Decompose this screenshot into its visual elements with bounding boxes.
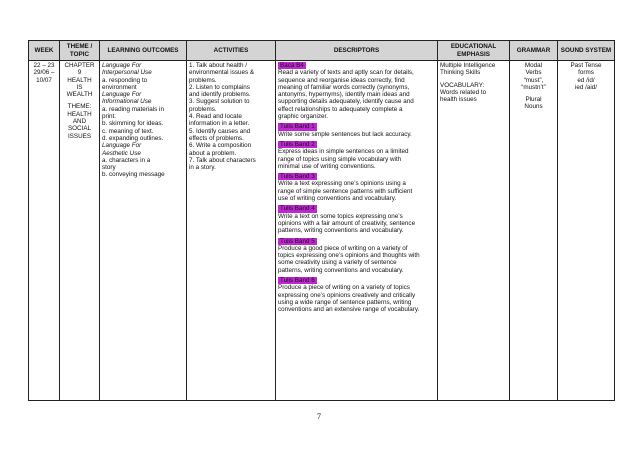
cell-line: SOCIAL [67,125,92,133]
descriptor-line: antonyms, hypernyms), identify main ideas and [278,91,410,99]
band-label: Baca B4 [280,62,304,69]
header-grammar: GRAMMAR [510,41,558,61]
cell-line: and identify problems. [189,91,251,99]
learning-outcome-line: Language For [102,62,142,69]
cell-line: HEALTH [67,76,92,84]
cell-line: Words related to [440,88,487,96]
learning-outcome-line: Informational Use [102,98,152,106]
learning-outcome-line: story [102,164,116,172]
descriptor-line: graphic organizer. [278,113,329,121]
educational-emphasis-cell [438,61,510,401]
cell-line: 5. Identify causes and [189,127,251,135]
cell-line: problems. [189,76,217,84]
cell-line: 3. Suggest solution to [189,98,250,106]
band-label: Tulis Band 2 [280,140,315,148]
cell-line: Verbs [525,69,542,77]
cell-line: forms [578,69,594,77]
cell-line: 6. Write a composition [189,142,252,150]
cell-line: “must”, [523,76,544,84]
descriptor-line: Produce a piece of writing on a variety of topics [278,284,410,292]
descriptor-line: minimal use of writing conventions. [278,162,376,170]
band-label: Tulis Band 5 [280,237,315,245]
header-activities: ACTIVITIES [187,41,276,61]
cell-line: Thinking Skills [440,69,481,77]
cell-line: Past Tense [570,62,602,69]
descriptor-line: conventions and an extensive range of vocabulary. [278,306,420,314]
cell-line: problems. [189,105,217,113]
descriptor-line: range of topics using simple vocabulary with [278,155,402,163]
learning-outcome-line: Aesthetic Use [102,149,141,157]
header-week: WEEK [29,41,60,61]
cell-line: 1. Talk about health / [189,62,247,69]
descriptor-line: Write some simple sentences but lack accuracy. [278,130,412,138]
cell-line: effects of problems. [189,134,244,142]
cell-line: information in a letter. [189,120,250,128]
learning-outcome-line: print. [102,113,116,121]
descriptor-line: Read a variety of texts and aptly scan for details, [278,69,414,77]
descriptor-line: effect relationships to adequately complete a [278,105,403,113]
cell-line: environmental issues & [189,69,255,77]
learning-outcome-line: a. responding to [102,76,148,84]
descriptor-line: meaning of familiar words correctly (synonyms, [278,83,410,91]
descriptor-line: using a wide range of sentence patterns, writing [278,298,412,306]
cell-line: 7. Talk about characters [189,156,256,164]
cell-line: Multiple Intelligence [440,62,496,69]
descriptor-line: patterns, writing conventions and vocabulary. [278,227,404,235]
learning-outcome-line: a. reading materials in [102,105,164,113]
cell-line: HEALTH [67,110,92,118]
descriptor-line: patterns, writing conventions and vocabulary. [278,266,404,274]
descriptors-cell [276,61,438,401]
cell-line: WEALTH [66,91,93,99]
descriptor-line: Write a text expressing one’s opinions using a [278,180,406,188]
cell-line: about a problem. [189,149,237,157]
cell-line: IS [76,83,83,91]
band-label: Tulis Band 3 [280,173,315,181]
learning-outcome-line: d. expanding outlines. [102,134,164,142]
cell-line: Modal [524,62,543,69]
cell-line: CHAPTER [64,62,95,69]
learning-outcomes-cell [100,61,187,401]
learning-outcome-line: Interpersonal Use [102,69,152,77]
cell-line: AND [72,118,87,126]
cell-line: “mustn’t” [521,83,546,91]
header-sound-system: SOUND SYSTEM [558,41,615,61]
header-educational-emphasis: EDUCATIONAL EMPHASIS [438,41,510,61]
cell-line: ISSUES [67,132,92,140]
learning-outcome-line: Language For [102,91,142,99]
activities-cell [187,61,276,401]
week-cell [29,61,60,401]
band-label: Tulis Band 1 [280,123,315,131]
header-learning-outcomes: LEARNING OUTCOMES [100,41,187,61]
descriptor-line: range of simple sentence patterns with sufficient [278,187,413,195]
cell-line: ed /id/ [577,76,595,84]
descriptor-line: use of writing conventions and vocabulary. [278,195,397,203]
descriptor-line: supporting details adequately, identify cause and [278,98,414,106]
page-number: 7 [317,412,321,421]
theme-topic-cell [60,61,100,401]
descriptor-line: Produce a good piece of writing on a variety of [278,244,408,252]
cell-line: VOCABULARY: [440,81,485,89]
learning-outcome-line: environment [102,83,137,91]
descriptor-line: sequence and reorganise ideas correctly, find [278,76,405,84]
learning-outcome-line: b. conveying message [102,171,165,179]
sound-system-cell [558,61,615,401]
band-label: Tulis Band 6 [280,277,315,285]
grammar-cell [510,61,558,401]
descriptor-line: Express ideas in simple sentences on a limited [278,148,409,156]
cell-line: 29/06 – [33,69,55,77]
learning-outcome-line: a. characters in a [102,156,151,164]
cell-line: 4. Read and locate [189,113,242,121]
descriptor-line: Write a text on some topics expressing one’s [278,212,403,220]
cell-line: health issues [440,96,477,104]
lesson-plan-table [28,40,615,401]
cell-line: 2. Listen to complains [189,83,250,91]
band-label: Tulis Band 4 [280,205,315,213]
cell-line: 22 – 23 [33,62,55,69]
cell-line: Nouns [524,103,543,111]
cell-line: in a story. [189,164,216,172]
cell-line: THEME: [67,103,92,111]
descriptor-line: topics expressing one’s opinions and thoughts with [278,252,420,260]
header-row [29,41,615,61]
cell-line: 9 [77,69,82,77]
cell-line: ied /aid/ [574,83,598,91]
header-descriptors: DESCRIPTORS [276,41,438,61]
descriptor-line: some creativity using a variety of sentence [278,259,397,267]
cell-line: 10/07 [36,76,52,84]
header-theme-topic: THEME / TOPIC [60,41,100,61]
descriptor-line: expressing one’s opinions creatively and critically [278,291,416,299]
table-row [29,61,615,401]
learning-outcome-line: c. meaning of text. [102,127,154,135]
cell-line: Plural [525,96,542,104]
descriptor-line: opinions with a fair amount of creativity, sentence [278,219,416,227]
learning-outcome-line: Language For [102,142,142,150]
learning-outcome-line: b. skimming for ideas. [102,120,164,128]
